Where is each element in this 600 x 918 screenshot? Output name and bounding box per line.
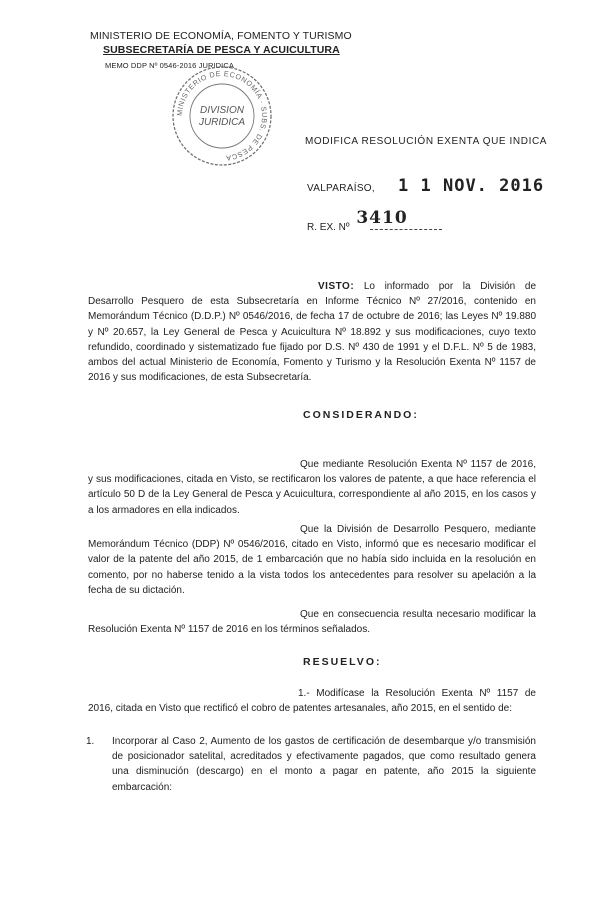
resolution-number-line bbox=[307, 208, 442, 235]
considerando-paragraph-1 bbox=[88, 457, 536, 518]
resolution-underline bbox=[370, 229, 442, 230]
considerando-text-2: Que la División de Desarrollo Pesquero, mediante Memorándum Técnico (DDP) Nº 0546/2016, citado en Visto, informó que es necesario modificar el valor de la patente del año 2015, de 1 embarcación que no había sido incluida en la resolución en comento, por no haberse tenido a la vista todos los antecedentes para resolver su apelación a la fecha de su dictación. bbox=[88, 524, 536, 596]
memo-reference: MEMO DDP Nº 0546-2016 JURIDICA bbox=[105, 61, 234, 70]
resuelvo-heading: RESUELVO: bbox=[303, 656, 382, 668]
resuelvo-paragraph-1 bbox=[88, 686, 536, 716]
visto-label: VISTO: bbox=[318, 281, 355, 292]
place-name: VALPARAÍSO, bbox=[307, 183, 375, 194]
resuelvo-text-1: 1.- Modifícase la Resolución Exenta Nº 1157 de 2016, citada en Visto que rectificó el cobro de patentes artesanales, año 2015, en el sentido de: bbox=[88, 688, 536, 715]
item-marker: 1. bbox=[86, 736, 95, 747]
considerando-paragraph-2 bbox=[88, 522, 536, 598]
item-text: Incorporar al Caso 2, Aumento de los gastos de certificación de desembarque y/o transmisión de posicionador satelital, acreditados y efectivamente pagados, que como resultado genera una disminución (descargo) en el monto a pagar en patente, año 2015 la siguiente embarcación: bbox=[112, 736, 536, 793]
considerando-text-3: Que en consecuencia resulta necesario modificar la Resolución Exenta Nº 1157 de 2016 en los términos señalados. bbox=[88, 609, 536, 636]
stamp-center-line2: JURIDICA bbox=[198, 117, 246, 128]
visto-paragraph bbox=[88, 279, 536, 385]
stamp-ring-text: MINISTERIO DE ECONOMÍA · SUBS. DE PESCA bbox=[174, 68, 270, 163]
subsecretaria-name: SUBSECRETARÍA DE PESCA Y ACUICULTURA bbox=[103, 44, 340, 56]
considerando-heading: CONSIDERANDO: bbox=[303, 409, 419, 421]
considerando-text-1: Que mediante Resolución Exenta Nº 1157 de 2016, y sus modificaciones, citada en Visto, se rectificaron los valores de patente, a que hace referencia el artículo 50 D de la Ley General de Pesca y Acuicultura, correspondiente al año 2015, en los casos y a los armadores en ella indicados. bbox=[88, 459, 536, 516]
date-line bbox=[307, 176, 544, 196]
resolution-number: 3410 bbox=[356, 208, 408, 228]
numbered-item-1 bbox=[86, 734, 536, 795]
resolution-label: R. EX. Nº bbox=[307, 222, 350, 233]
stamp-center-line1: DIVISION bbox=[200, 105, 244, 116]
document-subject: MODIFICA RESOLUCIÓN EXENTA QUE INDICA bbox=[305, 136, 548, 147]
document-date: 1 1 NOV. 2016 bbox=[398, 176, 545, 196]
visto-text: Lo informado por la División de Desarrollo Pesquero de esta Subsecretaría en Informe Técnico Nº 27/2016, contenido en Memorándum Técnico (D.D.P.) Nº 0546/2016, de fecha 17 de octubre de 2016; las Leyes Nº 19.880 y Nº 20.657, la Ley General de Pesca y Acuicultura Nº 18.892 y sus modificaciones, cuyo texto refundido, coordinado y sistematizado fue fijado por D.S. Nº 430 de 1991 y el D.F.L. Nº 5 de 1983, ambos del actual Ministerio de Economía, Fomento y Turismo y la Resolución Exenta Nº 1157 de 2016 y sus modificaciones, de esta Subsecretaría. bbox=[88, 281, 536, 384]
ministry-name: MINISTERIO DE ECONOMÍA, FOMENTO Y TURISMO bbox=[90, 30, 352, 42]
considerando-paragraph-3 bbox=[88, 607, 536, 637]
division-juridica-stamp bbox=[170, 64, 274, 168]
